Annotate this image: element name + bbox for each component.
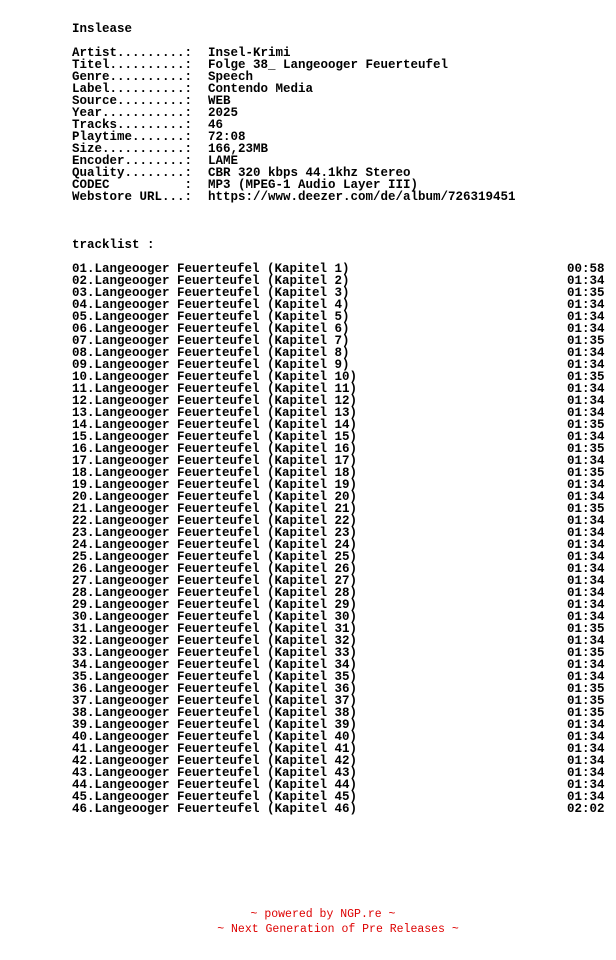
- track-duration: 01:35: [567, 286, 605, 300]
- info-value: CBR 320 kbps 44.1khz Stereo: [208, 166, 411, 180]
- track-duration: 01:34: [567, 562, 605, 576]
- info-key: Encoder........:: [72, 154, 193, 168]
- track-title: 46.Langeooger Feuerteufel (Kapitel 46): [72, 802, 358, 816]
- track-title: 03.Langeooger Feuerteufel (Kapitel 3): [72, 286, 350, 300]
- info-value: 2025: [208, 106, 239, 120]
- track-title: 07.Langeooger Feuerteufel (Kapitel 7): [72, 334, 350, 348]
- track-title: 45.Langeooger Feuerteufel (Kapitel 45): [72, 790, 358, 804]
- tracklist-heading: tracklist :: [72, 238, 155, 252]
- track-row: [72, 803, 612, 815]
- track-duration: 01:34: [567, 478, 605, 492]
- track-duration: 01:35: [567, 502, 605, 516]
- track-duration: 01:34: [567, 742, 605, 756]
- track-title: 10.Langeooger Feuerteufel (Kapitel 10): [72, 370, 358, 384]
- info-row: [72, 191, 612, 203]
- info-value: https://www.deezer.com/de/album/726319451: [208, 190, 516, 204]
- track-duration: 01:34: [567, 526, 605, 540]
- info-key: CODEC :: [72, 178, 193, 192]
- track-title: 02.Langeooger Feuerteufel (Kapitel 2): [72, 274, 350, 288]
- track-duration: 01:34: [567, 718, 605, 732]
- track-duration: 01:34: [567, 670, 605, 684]
- track-duration: 01:35: [567, 370, 605, 384]
- track-title: 39.Langeooger Feuerteufel (Kapitel 39): [72, 718, 358, 732]
- track-title: 32.Langeooger Feuerteufel (Kapitel 32): [72, 634, 358, 648]
- track-duration: 01:34: [567, 766, 605, 780]
- info-value: WEB: [208, 94, 231, 108]
- track-duration: 01:34: [567, 778, 605, 792]
- track-duration: 01:34: [567, 298, 605, 312]
- track-title: 13.Langeooger Feuerteufel (Kapitel 13): [72, 406, 358, 420]
- track-title: 40.Langeooger Feuerteufel (Kapitel 40): [72, 730, 358, 744]
- track-duration: 01:34: [567, 430, 605, 444]
- track-title: 04.Langeooger Feuerteufel (Kapitel 4): [72, 298, 350, 312]
- info-key: Size...........:: [72, 142, 193, 156]
- tracklist: [72, 263, 612, 815]
- track-duration: 01:35: [567, 646, 605, 660]
- track-title: 30.Langeooger Feuerteufel (Kapitel 30): [72, 610, 358, 624]
- release-name: Inslease: [72, 22, 133, 36]
- track-title: 27.Langeooger Feuerteufel (Kapitel 27): [72, 574, 358, 588]
- info-key: Webstore URL...:: [72, 190, 193, 204]
- track-duration: 01:34: [567, 274, 605, 288]
- track-title: 06.Langeooger Feuerteufel (Kapitel 6): [72, 322, 350, 336]
- footer-powered-by: ~ powered by NGP.re ~: [250, 908, 396, 921]
- track-duration: 01:34: [567, 610, 605, 624]
- spacer: [72, 215, 612, 227]
- track-title: 24.Langeooger Feuerteufel (Kapitel 24): [72, 538, 358, 552]
- info-key: Quality........:: [72, 166, 193, 180]
- track-duration: 01:35: [567, 694, 605, 708]
- track-duration: 01:35: [567, 622, 605, 636]
- track-title: 14.Langeooger Feuerteufel (Kapitel 14): [72, 418, 358, 432]
- track-duration: 01:34: [567, 394, 605, 408]
- track-duration: 01:34: [567, 358, 605, 372]
- track-duration: 01:34: [567, 382, 605, 396]
- info-value: Speech: [208, 70, 254, 84]
- track-duration: 01:35: [567, 466, 605, 480]
- track-duration: 01:34: [567, 514, 605, 528]
- info-value: MP3 (MPEG-1 Audio Layer III): [208, 178, 419, 192]
- track-title: 33.Langeooger Feuerteufel (Kapitel 33): [72, 646, 358, 660]
- track-title: 11.Langeooger Feuerteufel (Kapitel 11): [72, 382, 358, 396]
- info-key: Source.........:: [72, 94, 193, 108]
- track-title: 17.Langeooger Feuerteufel (Kapitel 17): [72, 454, 358, 468]
- track-duration: 01:35: [567, 334, 605, 348]
- track-title: 08.Langeooger Feuerteufel (Kapitel 8): [72, 346, 350, 360]
- track-title: 43.Langeooger Feuerteufel (Kapitel 43): [72, 766, 358, 780]
- track-title: 23.Langeooger Feuerteufel (Kapitel 23): [72, 526, 358, 540]
- info-value: Contendo Media: [208, 82, 314, 96]
- track-duration: 01:34: [567, 754, 605, 768]
- track-title: 35.Langeooger Feuerteufel (Kapitel 35): [72, 670, 358, 684]
- track-duration: 01:34: [567, 658, 605, 672]
- info-key: Playtime.......:: [72, 130, 193, 144]
- spacer: [72, 203, 612, 215]
- track-title: 29.Langeooger Feuerteufel (Kapitel 29): [72, 598, 358, 612]
- track-duration: 01:34: [567, 574, 605, 588]
- info-key: Titel..........:: [72, 58, 193, 72]
- track-duration: 00:58: [567, 262, 605, 276]
- track-duration: 01:35: [567, 706, 605, 720]
- track-duration: 02:02: [567, 802, 605, 816]
- info-value: Folge 38_ Langeooger Feuerteufel: [208, 58, 449, 72]
- track-title: 42.Langeooger Feuerteufel (Kapitel 42): [72, 754, 358, 768]
- track-title: 05.Langeooger Feuerteufel (Kapitel 5): [72, 310, 350, 324]
- track-duration: 01:34: [567, 730, 605, 744]
- track-duration: 01:34: [567, 586, 605, 600]
- track-title: 12.Langeooger Feuerteufel (Kapitel 12): [72, 394, 358, 408]
- footer: [0, 907, 616, 952]
- info-key: Year...........:: [72, 106, 193, 120]
- track-title: 38.Langeooger Feuerteufel (Kapitel 38): [72, 706, 358, 720]
- info-value: 72:08: [208, 130, 246, 144]
- info-key: Artist.........:: [72, 46, 193, 60]
- track-duration: 01:34: [567, 634, 605, 648]
- track-title: 01.Langeooger Feuerteufel (Kapitel 1): [72, 262, 350, 276]
- track-title: 15.Langeooger Feuerteufel (Kapitel 15): [72, 430, 358, 444]
- track-duration: 01:34: [567, 790, 605, 804]
- track-title: 25.Langeooger Feuerteufel (Kapitel 25): [72, 550, 358, 564]
- track-duration: 01:34: [567, 550, 605, 564]
- track-duration: 01:35: [567, 418, 605, 432]
- track-duration: 01:34: [567, 310, 605, 324]
- track-duration: 01:34: [567, 406, 605, 420]
- track-title: 21.Langeooger Feuerteufel (Kapitel 21): [72, 502, 358, 516]
- info-value: 46: [208, 118, 224, 132]
- track-duration: 01:34: [567, 490, 605, 504]
- release-info: [72, 47, 612, 203]
- info-key: Genre..........:: [72, 70, 193, 84]
- info-value: Insel-Krimi: [208, 46, 291, 60]
- info-key: Label..........:: [72, 82, 193, 96]
- track-duration: 01:34: [567, 598, 605, 612]
- track-title: 09.Langeooger Feuerteufel (Kapitel 9): [72, 358, 350, 372]
- track-title: 28.Langeooger Feuerteufel (Kapitel 28): [72, 586, 358, 600]
- track-title: 34.Langeooger Feuerteufel (Kapitel 34): [72, 658, 358, 672]
- track-duration: 01:34: [567, 322, 605, 336]
- track-duration: 01:34: [567, 454, 605, 468]
- track-duration: 01:35: [567, 442, 605, 456]
- footer-tagline: ~ Next Generation of Pre Releases ~: [217, 923, 459, 936]
- track-title: 31.Langeooger Feuerteufel (Kapitel 31): [72, 622, 358, 636]
- track-title: 37.Langeooger Feuerteufel (Kapitel 37): [72, 694, 358, 708]
- nfo-document: [72, 23, 612, 815]
- track-title: 19.Langeooger Feuerteufel (Kapitel 19): [72, 478, 358, 492]
- track-title: 16.Langeooger Feuerteufel (Kapitel 16): [72, 442, 358, 456]
- track-title: 26.Langeooger Feuerteufel (Kapitel 26): [72, 562, 358, 576]
- track-duration: 01:34: [567, 538, 605, 552]
- track-title: 22.Langeooger Feuerteufel (Kapitel 22): [72, 514, 358, 528]
- track-title: 36.Langeooger Feuerteufel (Kapitel 36): [72, 682, 358, 696]
- track-title: 18.Langeooger Feuerteufel (Kapitel 18): [72, 466, 358, 480]
- track-title: 44.Langeooger Feuerteufel (Kapitel 44): [72, 778, 358, 792]
- track-title: 20.Langeooger Feuerteufel (Kapitel 20): [72, 490, 358, 504]
- info-value: LAME: [208, 154, 239, 168]
- track-duration: 01:34: [567, 346, 605, 360]
- info-key: Tracks.........:: [72, 118, 193, 132]
- track-title: 41.Langeooger Feuerteufel (Kapitel 41): [72, 742, 358, 756]
- info-value: 166,23MB: [208, 142, 269, 156]
- track-duration: 01:35: [567, 682, 605, 696]
